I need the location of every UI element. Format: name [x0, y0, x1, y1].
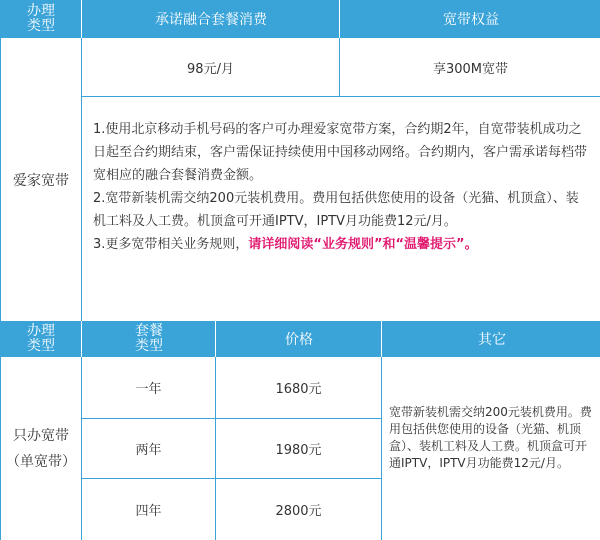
price-cell: 1680元 — [275, 382, 322, 397]
header-type-line2: 类型 — [27, 18, 55, 34]
table2-header-price: 价格 — [215, 321, 382, 357]
table2-header-row — [1, 321, 600, 357]
commitment-value: 98元/月 — [187, 61, 234, 77]
price-cell: 1980元 — [275, 443, 322, 458]
plan-cell: 一年 — [135, 382, 162, 397]
term-1: 1.使用北京移动手机号码的客户可办理爱家宽带方案，合约期2年，自宽带装机成功之日起至合约期结束，客户需保证持续使用中国移动网络。合约期内，客户需承诺每档带宽相应的融合套餐消费金额。 — [93, 122, 588, 183]
table2-header-other: 其它 — [381, 321, 600, 357]
other-info-text: 宽带新装机需交纳200元装机费用。费用包括供您使用的设备（光猫、机顶盒）、装机工料及人工费。机顶盒可开通IPTV，IPTV月功能费12元/月。 — [389, 405, 592, 470]
table2-header-type — [1, 321, 81, 357]
term-2: 2.宽带新装机需交纳200元装机费用。费用包括供您使用的设备（光猫、机顶盒）、装机工料及人工费。机顶盒可开通IPTV，IPTV月功能费12元/月。 — [93, 191, 579, 229]
table1-header-type — [1, 0, 81, 38]
header-plan-line2: 类型 — [135, 338, 163, 354]
table2-header-plan — [81, 321, 216, 357]
benefit-value: 享300M宽带 — [432, 61, 509, 77]
rules-link-text[interactable]: 请详细阅读“业务规则”和“温馨提示”。 — [248, 237, 478, 252]
header-plan-line1: 套餐 — [135, 323, 163, 339]
term-3 — [93, 233, 589, 256]
price-cell: 2800元 — [275, 504, 322, 519]
header-type-line1: 办理 — [27, 323, 55, 339]
header-type-line2: 类型 — [27, 338, 55, 354]
table1-header-row — [1, 0, 600, 38]
grid-line — [381, 357, 382, 540]
table2-type-line1: 只办宽带 — [13, 427, 69, 444]
terms-block — [93, 118, 589, 256]
plan-cell: 四年 — [135, 504, 162, 519]
term-3-text: 3.更多宽带相关业务规则， — [93, 237, 249, 252]
table1-header-commitment: 承诺融合套餐消费 — [81, 0, 340, 38]
header-type-line1: 办理 — [27, 3, 55, 19]
table2-type-line2: （单宽带） — [6, 453, 76, 470]
grid-line — [81, 96, 600, 97]
table2-type-cell — [1, 357, 81, 540]
table1-header-benefit: 宽带权益 — [339, 0, 600, 38]
plan-cell: 两年 — [135, 443, 162, 458]
table1-type-cell: 爱家宽带 — [13, 172, 69, 189]
